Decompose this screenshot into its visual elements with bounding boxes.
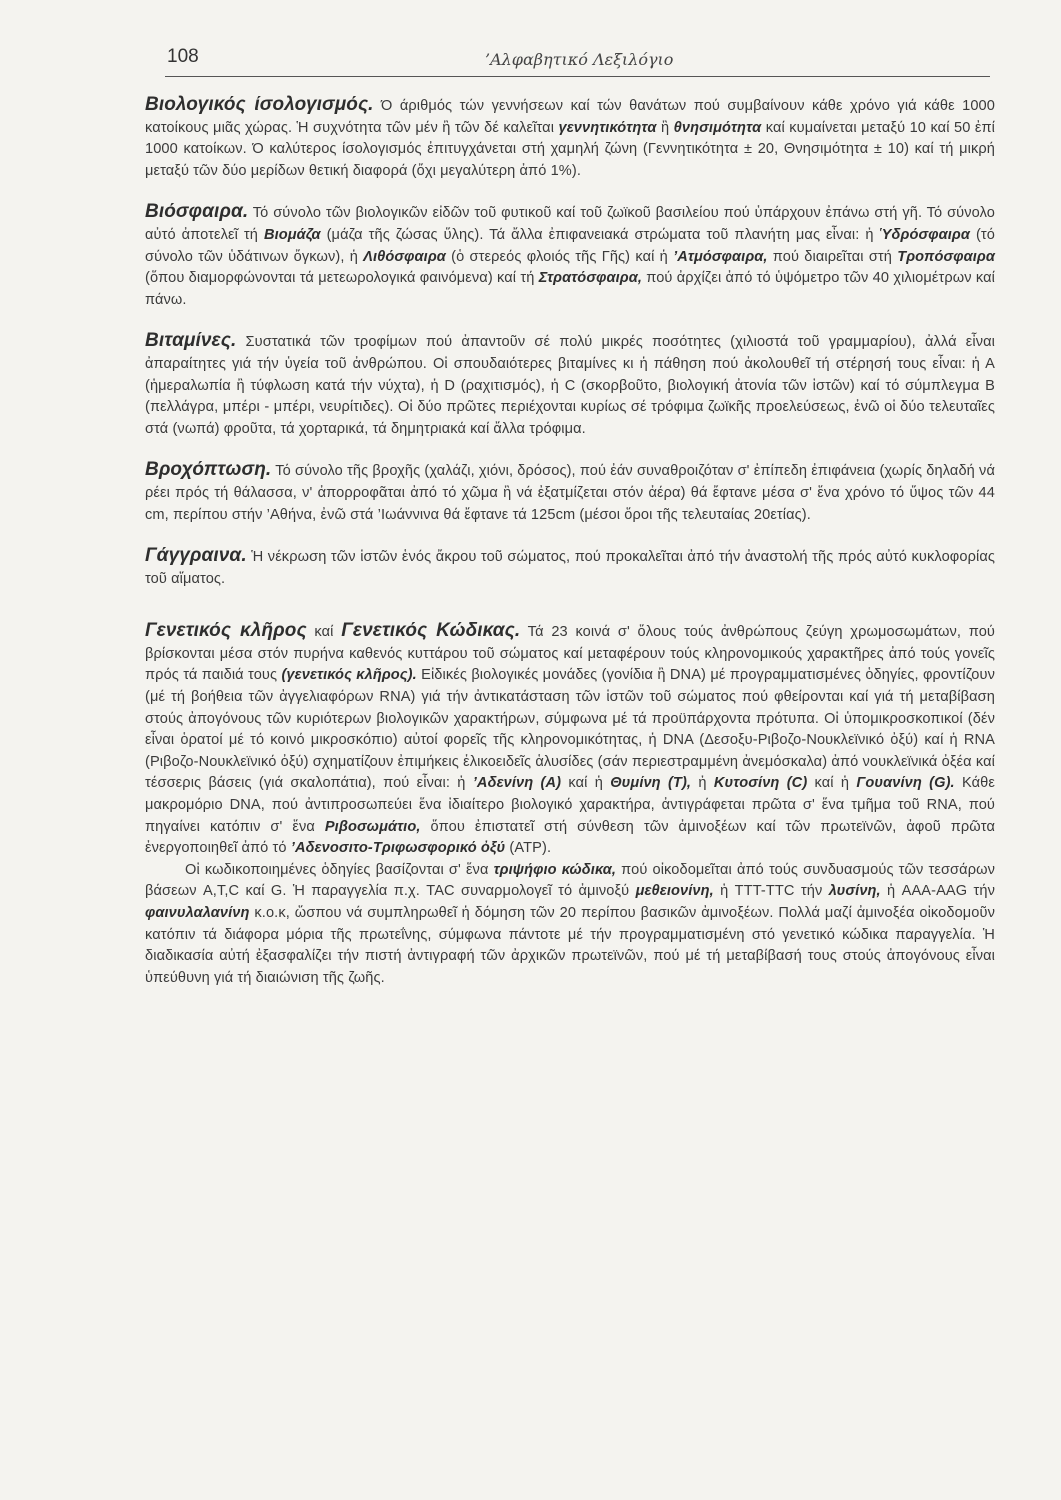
highlighted-term: Ριβοσωμάτιο, xyxy=(324,818,421,835)
body-text: καί ἡ xyxy=(807,775,857,792)
highlighted-term: Τροπόσφαιρα xyxy=(897,248,995,265)
body-text: Οἱ κωδικοποιημένες ὁδηγίες βασίζονται σ' ἕνα xyxy=(185,861,494,878)
glossary-entry xyxy=(145,459,995,526)
body-text: Ἡ νέκρωση τῶν ἱστῶν ἑνός ἄκρου τοῦ σώματος, πού προκαλεῖται ἀπό τήν ἀναστολή τῆς πρός αὐτό κυκλοφορίας τοῦ αἵματος. xyxy=(145,549,995,587)
body-text: πού οἰκοδομεῖται ἀπό τούς συνδυασμούς τῶν τεσσάρων βάσεων A,T,C καί G. Ἡ παραγγελία π.χ. TAC συναρμολογεῖ τό ἀμινοξύ xyxy=(145,861,995,900)
highlighted-term: τριψήφιο κώδικα, xyxy=(493,861,617,878)
highlighted-term: φαινυλαλανίνη xyxy=(145,905,250,921)
highlighted-term: Στρατόσφαιρα, xyxy=(538,270,643,287)
page-header xyxy=(165,44,990,77)
highlighted-term: ’Ατμόσφαιρα, xyxy=(673,248,768,265)
body-text: Συστατικά τῶν τροφίμων πού ἀπαντοῦν σέ πολύ μικρές ποσότητες (χιλιοστά τοῦ γραμμαρίου), ἀλλά εἶναι ἀπαραίτητες γιά τήν ὑγεία τοῦ ἀνθρώπου. Οἱ σπουδαιότερες βιταμίνες κι ἡ πάθηση πού ἀκολουθεῖ τή στέρησή τους εἶναι: ἡ Α (ἡμεραλωπία ἢ τύφλωση κατά τήν νύχτα), ἡ D (ραχιτισμός), ἡ C (σκορβοῦτο, βιολογική ἀτονία τῶν ἱστῶν) καί τό σύμπλεγμα Β (πελλάγρα, μπέρι - μπέρι, νευρίτιδες). Οἱ δύο πρῶτες περιέχονται κυρίως σέ τρόφιμα ζωϊκῆς προελεύσεως, ἐνῶ οἱ δύο τελευταῖες στά (νωπά) φροῦτα, τά χορταρικά, τά δημητριακά καί ἄλλα τρόφιμα. xyxy=(145,334,995,437)
body-text: (ATP). xyxy=(505,840,552,857)
highlighted-term: Κυτοσίνη (C) xyxy=(713,775,808,792)
glossary-entry xyxy=(145,620,995,860)
highlighted-term: Ὑδρόσφαιρα xyxy=(879,226,971,243)
body-text: (ὅπου διαμορφώνονται τά μετεωρολογικά φαινόμενα) καί τή xyxy=(145,270,539,287)
highlighted-term: γεννητικότητα xyxy=(558,119,657,136)
body-text: Εἰδικές βιολογικές μονάδες (γονίδια ἢ DNA) μέ προγραμματισμένες ὁδηγίες, φροντίζουν (μέ τή βοήθεια τῶν ἀγγελιαφόρων RNA) γιά τήν ἀντικατάσταση τῶν ἱστῶν τοῦ σώματος πού φθείρονται καί γιά τή μεταβίβαση στούς ἀπογόνους τῶν κυριότερων βιολογικῶν χαρακτήρων, σύμφωνα μέ τά προϋπάρχοντα πρότυπα. Οἱ ὑπομικροσκοπικοί (δέν εἶναι ὁρατοί μέ τό κοινό μικροσκόπιο) αὐτοί φορεῖς τῆς κληρονομικότητας, ἡ DNA (Δεσοξυ-Ριβοζο-Νουκλεϊνικό ὀξύ) καί ἡ RNA (Ριβοζο-Νουκλεϊνικό ὀξύ) σχηματίζουν ἐπιμήκεις ἑλικοειδεῖς ἁλυσίδες (σάν περιεστραμμένη ἀνεμόσκαλα) ἀπό νουκλεϊνικά ὀξέα καί τέσσερις βάσεις (γιά σκαλοπάτια), πού εἶναι: ἡ xyxy=(145,667,995,792)
glossary-entry xyxy=(145,201,995,311)
entry-body xyxy=(145,549,995,587)
entry-headword-secondary: Γενετικός Κώδικας. xyxy=(341,620,521,642)
highlighted-term: θνησιμότητα xyxy=(673,119,762,136)
body-text: (μάζα τῆς ζώσας ὕλης). Τά ἄλλα ἐπιφανειακά στρώματα τοῦ πλανήτη μας εἶναι: ἡ xyxy=(320,226,880,243)
highlighted-term: Γουανίνη (G). xyxy=(856,775,955,792)
body-text: πού διαιρεῖται στή xyxy=(767,248,898,265)
body-text: κ.ο.κ, ὥσπου νά συμπληρωθεῖ ἡ δόμηση τῶν 20 περίπου βασικῶν ἀμινοξέων. Πολλά μαζί ἀμινοξέα οἰκοδομοῦν κατόπιν τά διάφορα μόρια τῆς πρωτεΐνης, σύμφωνα πάντοτε μέ τήν προγραμματισμένη στό γενετικό κώδικα παραγγελία. Ἡ διαδικασία αὐτή ἐξασφαλίζει τήν πιστή ἀντιγραφή τῶν ἀρχικῶν πρωτεϊνῶν, πού μέ τή μεταβίβασή τους στούς ἀπογόνους εἶναι ὑπεύθυνη γιά τή διαιώνιση τῆς ζωῆς. xyxy=(145,905,995,986)
entry-body xyxy=(145,862,995,986)
entry-headword: Βιόσφαιρα. xyxy=(145,201,249,223)
glossary-entry xyxy=(145,545,995,590)
glossary-entry xyxy=(145,94,995,182)
body-text: ἡ TTT-TTC τήν xyxy=(713,883,829,900)
entry-body xyxy=(145,463,995,522)
body-text: ἡ xyxy=(691,775,714,792)
highlighted-term: Βιομάζα xyxy=(263,226,321,243)
entry-body xyxy=(145,205,995,307)
highlighted-term: λυσίνη, xyxy=(828,883,881,900)
body-text: Τά 23 κοινά σ' ὅλους τούς ἀνθρώπους ζεύγη χρωμοσωμάτων, πού βρίσκονται μέσα στόν πυρήνα καθενός κυττάρου τοῦ σώματος καί μεταφέρουν τούς κληρονομικούς χαρακτῆρες ἀπό τούς γονεῖς πρός τά παιδιά τους xyxy=(145,624,995,684)
entry-body xyxy=(145,334,995,436)
headword-joiner: καί xyxy=(306,624,342,641)
body-text: ὅπου ἐπιστατεῖ στή σύνθεση τῶν ἀμινοξέων καί τῶν πρωτεϊνῶν, ἀφοῦ πρῶτα ἐνεργοποιηθεῖ ἀπό τό xyxy=(145,818,995,857)
entry-headword: Βροχόπτωση. xyxy=(145,459,272,481)
highlighted-term: (γενετικός κλῆρος). xyxy=(281,667,417,684)
body-text: (ὁ στερεός φλοιός τῆς Γῆς) καί ἡ xyxy=(445,248,674,265)
body-text: Τό σύνολο τῶν βιολογικῶν εἰδῶν τοῦ φυτικοῦ καί τοῦ ζωϊκοῦ βασιλείου πού ὑπάρχουν ἐπάνω στή γῆ. Τό σύνολο αὐτό ἀποτελεῖ τή xyxy=(145,205,995,243)
highlighted-term: ’Αδενίνη (Α) xyxy=(472,775,562,792)
body-text: πού ἀρχίζει ἀπό τό ὑψόμετρο τῶν 40 χιλιομέτρων καί πάνω. xyxy=(145,270,995,308)
running-title: ’Αλφαβητικό Λεξιλόγιο xyxy=(485,50,674,69)
page-number: 108 xyxy=(167,46,199,67)
body-text: ἢ xyxy=(656,119,674,136)
body-text: καί ἡ xyxy=(561,775,611,792)
highlighted-term: Θυμίνη (Τ), xyxy=(610,775,692,792)
highlighted-term: ’Αδενοσιτο-Τριφωσφορικό ὀξύ xyxy=(290,840,506,857)
glossary-content xyxy=(145,94,995,1008)
glossary-paragraph xyxy=(145,860,995,990)
glossary-entry xyxy=(145,330,995,440)
entry-headword: Βιταμίνες. xyxy=(145,330,237,352)
highlighted-term: Λιθόσφαιρα xyxy=(363,248,446,265)
entry-headword: Γενετικός κλῆρος xyxy=(145,620,307,642)
entry-headword: Βιολογικός ίσολογισμός. xyxy=(145,94,374,115)
highlighted-term: μεθειονίνη, xyxy=(635,883,714,900)
body-text: ἡ AAA-AAG τήν xyxy=(880,883,996,900)
entry-body xyxy=(145,624,995,856)
body-text: Ό άριθμός τών γεννήσεων καί τών θανάτων πού συμβαίνουν κάθε χρόνο γιά κάθε 1000 κατοίκους μιᾶς χώρας. Ἡ συχνότητα τῶν μέν ἢ τῶν δέ καλεῖται xyxy=(145,98,995,136)
body-text: Τό σύνολο τῆς βροχῆς (χαλάζι, χιόνι, δρόσος), πού ἐάν συναθροιζόταν σ' ἐπίπεδη ἐπιφάνεια (χωρίς δηλαδή νά ρέει πρός τή θάλασσα, ν' ἀπορροφᾶται ἀπό τό χῶμα ἢ νά ἐξατμίζεται στόν ἀέρα) θά ἔφτανε μέσα σ' ἕνα χρόνο τό ὕψος τῶν 44 cm, περίπου στήν ’Αθήνα, ἐνῶ στά ’Ιωάννινα θά ἔφτανε τά 125cm (μέσοι ὅροι τῆς τελευταίας 20ετίας). xyxy=(145,463,995,523)
body-text: (τό σύνολο τῶν ὑδάτινων ὄγκων), ἡ xyxy=(145,226,995,265)
entry-headword: Γάγγραινα. xyxy=(145,545,247,567)
body-text: Κάθε μακρομόριο DNA, πού ἀντιπροσωπεύει ἕνα ἰδιαίτερο βιολογικό χαρακτήρα, ἀντιγράφεται πρῶτα σ' ἕνα τμῆμα τοῦ RNA, πού πηγαίνει κατόπιν σ' ἕνα xyxy=(145,775,995,835)
body-text: καί κυμαίνεται μεταξύ 10 καί 50 ἐπί 1000 κατοίκων. Ό καλύτερος ίσολογισμός ἐπιτυγχάνεται στή χαμηλή ζώνη (Γεννητικότητα ± 20, Θνησιμότητα ± 10) καί τή μικρή μεταξύ τῶν δύο μερίδων θετική διαφορά (ὄχι μεγαλύτερη ἀπό 1%). xyxy=(145,119,995,179)
